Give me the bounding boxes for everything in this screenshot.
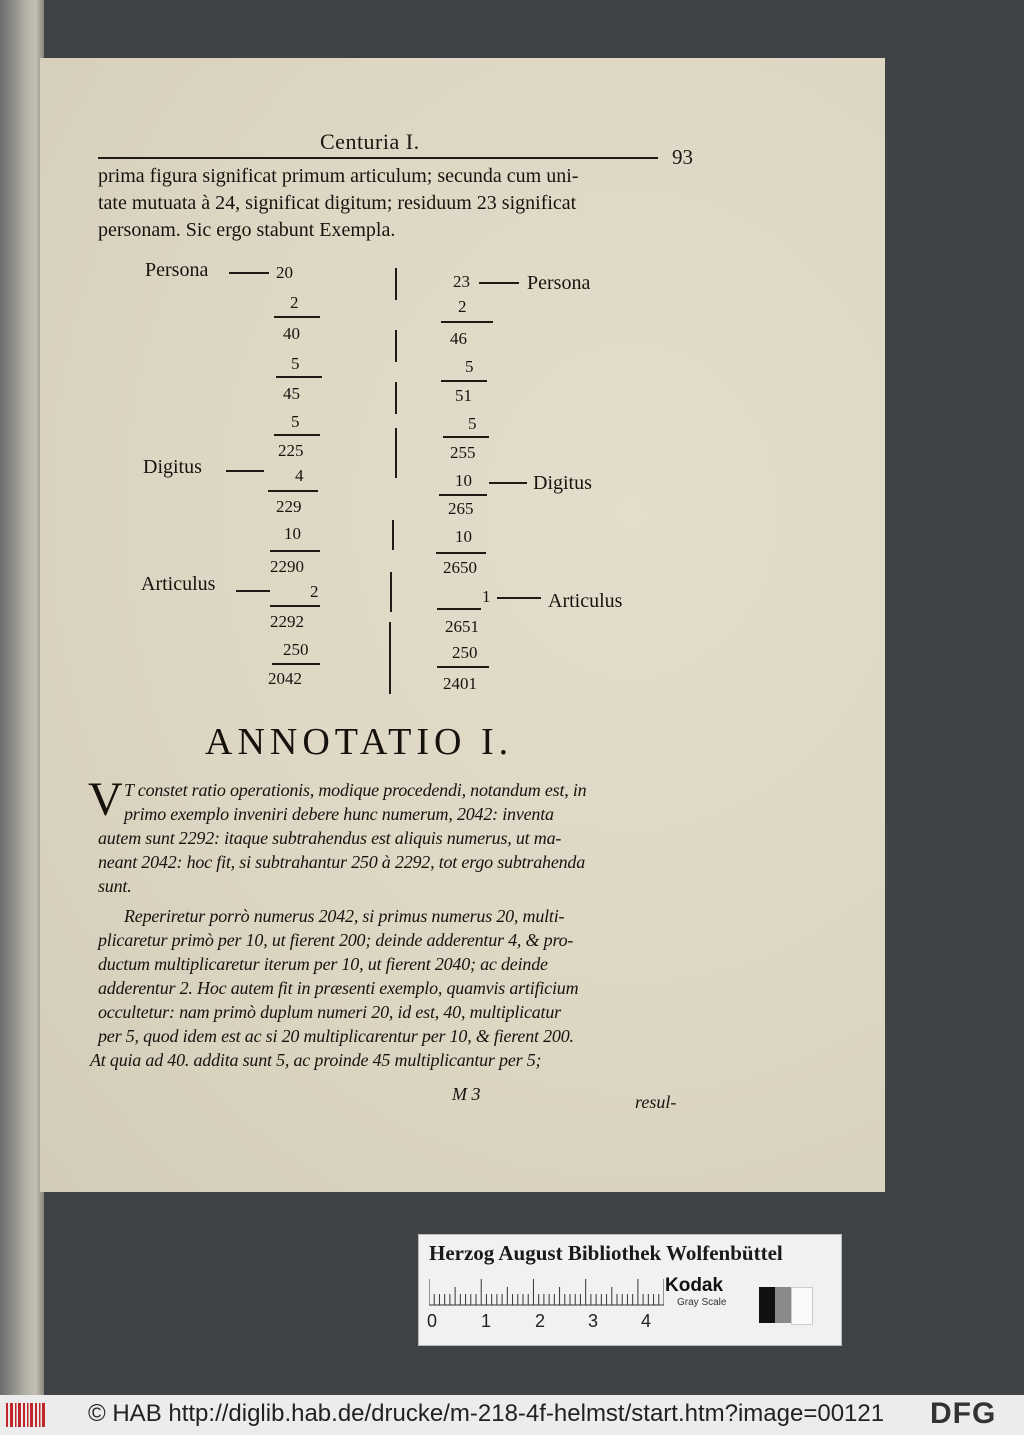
- right-rule: [437, 666, 489, 668]
- left-rule: [274, 316, 320, 318]
- left-row: 20: [276, 263, 293, 282]
- table-divider: [395, 268, 397, 300]
- footer-bar: [0, 1395, 1024, 1435]
- drop-capital: V: [88, 773, 123, 826]
- left-row: 2290: [270, 557, 304, 576]
- table-divider: [395, 428, 397, 478]
- gray-scale-label: Gray Scale: [677, 1297, 727, 1308]
- right-row: 10: [455, 527, 472, 546]
- left-rule: [276, 376, 322, 378]
- head-rule: [98, 157, 658, 159]
- right-rule: [441, 321, 493, 323]
- right-row: 255: [450, 443, 476, 462]
- left-digitus-dash: [226, 470, 264, 472]
- right-row: 5: [465, 357, 474, 376]
- left-row: 2: [290, 293, 299, 312]
- left-rule: [270, 550, 320, 552]
- left-row: 40: [283, 324, 300, 343]
- para2-line-3: ductum multiplicaretur iterum per 10, ut fierent 2040; ac deinde: [98, 954, 548, 974]
- credit-link[interactable]: © HAB http://diglib.hab.de/drucke/m-218-4f-helmst/start.htm?image=00121: [88, 1400, 885, 1427]
- para2-line-4: adderentur 2. Hoc autem fit in præsenti exemplo, quamvis artificium: [98, 978, 579, 998]
- right-row: 2650: [443, 558, 477, 577]
- left-row: 5: [291, 412, 300, 431]
- right-row: 265: [448, 499, 474, 518]
- right-row: 2401: [443, 674, 477, 693]
- ruler-number: 3: [588, 1311, 599, 1331]
- gray-swatch-black: [759, 1287, 775, 1323]
- scale-title: Herzog August Bibliothek Wolfenbüttel: [429, 1241, 783, 1265]
- right-row: 51: [455, 386, 472, 405]
- right-row: 5: [468, 414, 477, 433]
- right-rule: [439, 494, 487, 496]
- left-row: 5: [291, 354, 300, 373]
- right-articulus-dash: [497, 597, 541, 599]
- right-rule: [437, 608, 481, 610]
- left-label-digitus: Digitus: [143, 456, 202, 478]
- table-divider: [395, 330, 397, 362]
- table-divider: [389, 622, 391, 694]
- hab-barcode-icon: [4, 1401, 48, 1429]
- right-row: 10: [455, 471, 472, 490]
- dfg-logo: DFG: [930, 1397, 997, 1430]
- color-scale-card: [418, 1234, 842, 1346]
- left-row: 4: [295, 466, 304, 485]
- right-row: 2651: [445, 617, 479, 636]
- intro-line-1: prima figura significat primum articulum; secunda cum uni-: [98, 165, 579, 187]
- left-row: 45: [283, 384, 300, 403]
- left-rule: [274, 434, 320, 436]
- right-row: 1: [482, 587, 491, 606]
- running-title: Centuria I.: [320, 129, 420, 154]
- para1-line-5: sunt.: [98, 876, 132, 896]
- ruler-number: 2: [535, 1311, 546, 1331]
- left-rule: [268, 490, 318, 492]
- ruler-number: 4: [641, 1311, 652, 1331]
- right-rule: [443, 436, 489, 438]
- para1-line-3: autem sunt 2292: itaque subtrahendus est aliquis numerus, ut ma-: [98, 828, 562, 848]
- left-row: 2042: [268, 669, 302, 688]
- left-label-articulus: Articulus: [141, 573, 216, 595]
- signature-mark: M 3: [452, 1084, 481, 1104]
- right-rule: [436, 552, 486, 554]
- right-row: 250: [452, 643, 478, 662]
- table-divider: [390, 572, 392, 612]
- para2-line-1: Reperiretur porrò numerus 2042, si primus numerus 20, multi-: [124, 906, 565, 926]
- para1-line-2: primo exemplo inveniri debere hunc numerum, 2042: inventa: [124, 804, 554, 824]
- right-row: 23: [453, 272, 470, 291]
- left-rule: [272, 663, 320, 665]
- right-label-digitus: Digitus: [533, 472, 592, 494]
- para1-line-4: neant 2042: hoc fit, si subtrahantur 250 à 2292, tot ergo subtrahenda: [98, 852, 586, 872]
- left-row: 2292: [270, 612, 304, 631]
- left-label-persona: Persona: [145, 259, 209, 281]
- right-rule: [441, 380, 487, 382]
- table-divider: [392, 520, 394, 550]
- left-row: 250: [283, 640, 309, 659]
- right-digitus-dash: [489, 482, 527, 484]
- left-row: 10: [284, 524, 301, 543]
- right-row: 2: [458, 297, 467, 316]
- ruler-number: 0: [427, 1311, 438, 1331]
- gray-swatch-white: [791, 1287, 813, 1325]
- page-number: 93: [672, 145, 693, 169]
- right-persona-dash: [479, 282, 519, 284]
- ruler-number: 1: [481, 1311, 492, 1331]
- ruler-scale: [429, 1275, 664, 1309]
- left-row: 229: [276, 497, 302, 516]
- left-articulus-dash: [236, 590, 270, 592]
- left-row: 2: [310, 582, 319, 601]
- para2-line-2: plicaretur primò per 10, ut fierent 200; deinde adderentur 4, & pro-: [98, 930, 574, 950]
- gray-swatch-mid: [775, 1287, 791, 1323]
- table-divider: [395, 382, 397, 414]
- right-label-articulus: Articulus: [548, 590, 623, 612]
- intro-line-3: personam. Sic ergo stabunt Exempla.: [98, 219, 396, 241]
- left-persona-dash: [229, 272, 269, 274]
- right-label-persona: Persona: [527, 272, 591, 294]
- catchword: resul-: [635, 1092, 677, 1112]
- right-row: 46: [450, 329, 467, 348]
- left-row: 225: [278, 441, 304, 460]
- section-heading: ANNOTATIO I.: [205, 721, 514, 763]
- para2-line-5: occultetur: nam primò duplum numeri 20, id est, 40, multiplicatur: [98, 1002, 561, 1022]
- intro-line-2: tate mutuata à 24, significat digitum; residuum 23 significat: [98, 192, 577, 214]
- para1-line-1: T constet ratio operationis, modique procedendi, notandum est, in: [124, 780, 587, 800]
- para2-line-6: per 5, quod idem est ac si 20 multiplicarentur per 10, & fierent 200.: [98, 1026, 574, 1046]
- kodak-brand: Kodak: [665, 1275, 724, 1296]
- left-rule: [270, 605, 320, 607]
- para2-line-7: At quia ad 40. addita sunt 5, ac proinde 45 multiplicantur per 5;: [90, 1050, 542, 1070]
